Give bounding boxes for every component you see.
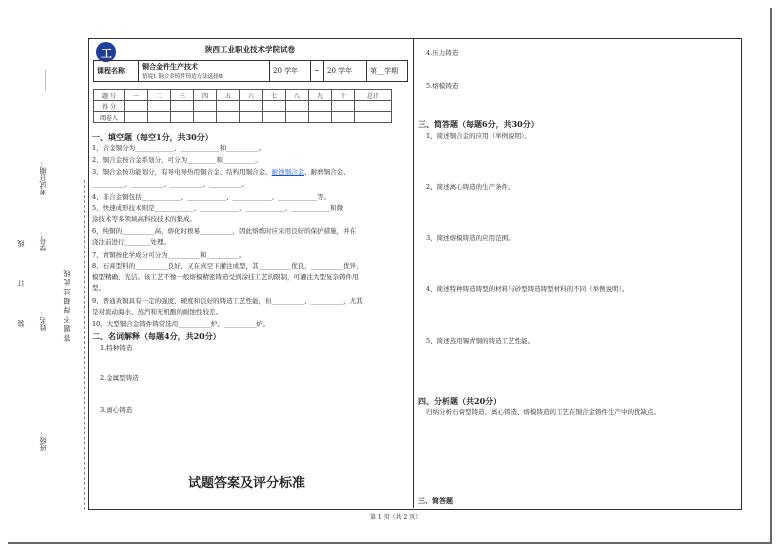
course-info-table: 课程名称 铜合金件生产技术 情境1 铜合金铸件铸造方法选择B 20 学年 ~ 20 学年 第__学期 (93, 60, 408, 82)
short-answer-question: 3、简述熔模铸造的应用范围。 (426, 234, 515, 242)
col-6: 六 (240, 90, 263, 101)
col-2: 二 (148, 90, 171, 101)
exam-date-label: 考试日期： (39, 160, 47, 195)
year-tilde: ~ (311, 61, 324, 82)
analysis-question: 归纳分析石膏型铸造、离心铸造、熔模铸造的工艺在铜合金铸件生产中的优缺点。 (426, 408, 660, 416)
question-line: 2、铜合金按合金系划分，可分为_________和__________。 (92, 156, 262, 164)
school-logo-icon: 工 (96, 42, 116, 62)
year-label-a: 学年 (284, 67, 299, 75)
question-line: 模型精确、光洁。该工艺不像一般熔模精密铸造受到涂挂工艺的限制，可灌注大型复杂铸件用 (92, 273, 359, 281)
alloy-link[interactable]: 耐蚀铜合金 (271, 168, 305, 176)
col-10: 十 (332, 90, 355, 101)
course-name: 铜合金件生产技术 (142, 62, 198, 71)
short-answer-question: 4、简述特种铸造铸型的材料与砂型铸造铸型材料的不同（举例说明）。 (426, 285, 629, 293)
binding-word: 装 (17, 320, 25, 327)
col-5: 五 (217, 90, 240, 101)
short-answer-question: 5、简述蒸用锡青铜的铸造工艺性能。 (426, 337, 535, 345)
name-label: 姓名： (39, 310, 47, 331)
column-divider (413, 38, 414, 508)
course-subtitle: 情境1 铜合金铸件铸造方法选择B (142, 74, 223, 80)
question-line: 4、非合金铜包括____________、____________、____________、____________等。 (92, 193, 331, 201)
question-line: 10、大型铜合金铸件铸常选用__________炉、__________炉。 (92, 320, 270, 328)
section-terms: 二、名词解释（每题4分，共20分） (92, 331, 221, 341)
no-answer-notice: 答 题 不 得 超 过 此 线 (63, 270, 71, 342)
student-id-label: 学号： (39, 230, 47, 251)
row-label: 得 分 (94, 101, 125, 112)
section-short-answer: 三、简答题（每题6分，共30分） (418, 119, 539, 129)
line-word: 线 (17, 240, 25, 247)
course-label: 课程名称 (94, 61, 139, 82)
col-total: 总计 (355, 90, 392, 101)
term-item: 4.压力铸造 (426, 49, 459, 57)
question-line: 5、快速成形技术则是____________、____________、____________、____________和微 (92, 204, 344, 212)
binding-line (84, 180, 85, 510)
class-label: 班级： (39, 430, 47, 451)
short-answer-question: 1、简述铜合金的应用（举例说明）。 (426, 132, 531, 140)
question-line: 7、青铜按化学成分可分为__________和__________。 (92, 251, 246, 259)
col-8: 八 (286, 90, 309, 101)
order-word: 订 (17, 280, 25, 287)
score-row-header (94, 90, 392, 101)
col-1: 一 (125, 90, 148, 101)
question-line: 涂技术等多领域高科技技术的集成。 (92, 215, 196, 223)
term-item: 3.离心铸造 (100, 406, 133, 414)
question-line: 8、石膏型料的__________良好，又在真空下灌注成型，其__________优良，__________优异， (92, 262, 363, 270)
school-title: 陕西工业职业技术学院试卷 (205, 45, 295, 54)
question-line: 型。 (92, 284, 105, 292)
year-label-b: 学年 (338, 67, 353, 75)
answer-key-title: 试题答案及评分标准 (188, 476, 306, 491)
term-label: 学期 (384, 67, 398, 75)
score-table (93, 89, 392, 123)
col-9: 九 (309, 90, 332, 101)
score-row-grader (94, 112, 392, 123)
section-short-answer-key: 三、简答题 (418, 496, 453, 505)
short-answer-question: 2、简述离心铸造的生产条件。 (426, 183, 515, 191)
binding-strip (14, 40, 86, 510)
exam-date-blank: ______ (38, 70, 46, 91)
section-fill-blank: 一、填空题（每空1分，共30分） (92, 132, 213, 142)
term-item: 5.熔模铸造 (426, 82, 459, 90)
question-line: 浇注前进行________处理。 (92, 238, 170, 246)
year-b: 20 (327, 67, 336, 75)
section-analysis: 四、分析题（共20分） (418, 396, 502, 406)
question-line: 6、纯铜的__________高，熔化时极易__________，因此熔炼时应采用良好的保护措施，并在 (92, 227, 357, 235)
question-line: 1、合金铜分为____________、____________和__________。 (92, 144, 266, 152)
question-line: 是对流动海水、蒸汽和无机酸的耐蚀性较差。 (92, 308, 222, 316)
col-7: 七 (263, 90, 286, 101)
score-row-points (94, 101, 392, 112)
year-a: 20 (273, 67, 282, 75)
col-4: 四 (194, 90, 217, 101)
row-label: 题 号 (94, 90, 125, 101)
term-item: 2.金属型铸造 (100, 374, 139, 382)
col-3: 三 (171, 90, 194, 101)
row-label: 阅卷人 (94, 112, 125, 123)
term-prefix: 第 (370, 67, 377, 75)
page-footer: 第 1 页（共 2 页） (370, 514, 422, 521)
question-line: 3、铜合金按功能划分，有导电导热用铜合金、结构用铜合金、耐蚀铜合金、耐磨铜合金、 (92, 168, 350, 176)
question-line: 9、普通黄铜具有一定的强度、硬度和良好的铸造工艺性能，但__________、__________，尤其 (92, 297, 363, 305)
question-line: __________、__________、__________、__________。 (92, 180, 248, 188)
term-item: 1.特种铸造 (100, 344, 133, 352)
